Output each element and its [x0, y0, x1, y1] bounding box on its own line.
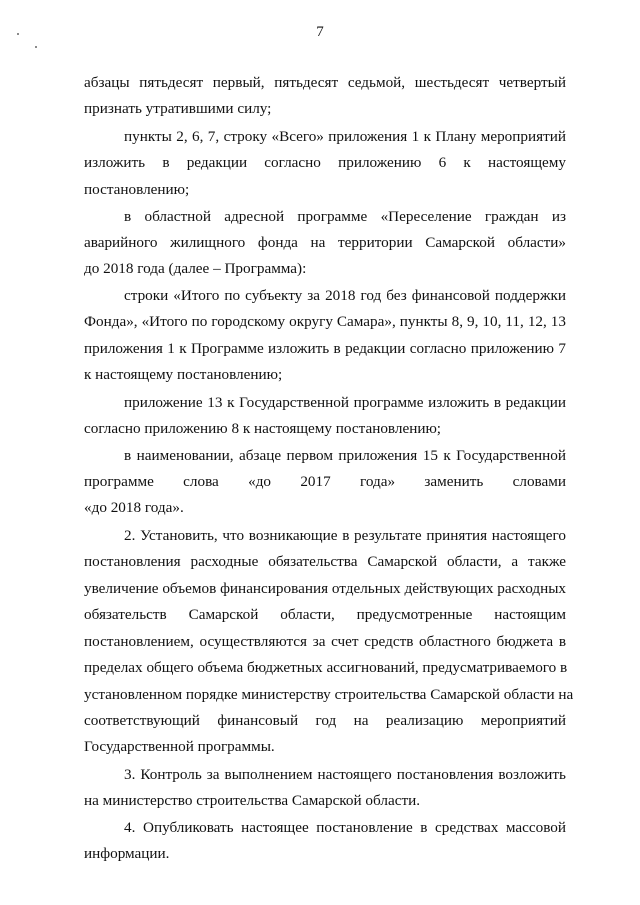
text-line: к настоящему постановлению; [84, 366, 283, 383]
text-line: Фонда», «Итого по городскому округу Самара», пункты 8, 9, 10, 11, 12, 13 [84, 313, 566, 330]
text-line: пределах общего объема бюджетных ассигнований, предусматриваемого в [84, 659, 568, 676]
text-line: строки «Итого по субъекту за 2018 год без финансовой поддержки [124, 287, 566, 304]
text-line: постановления расходные обязательства Самарской области, а также [84, 553, 566, 570]
text-line: пункты 2, 6, 7, строку «Всего» приложения 1 к Плану мероприятий [124, 128, 566, 145]
text-line: согласно приложению 8 к настоящему постановлению; [84, 420, 442, 437]
text-line: изложить в редакции согласно приложению 6 к настоящему [84, 154, 566, 171]
text-line: в наименовании, абзаце первом приложения 15 к Государственной [124, 447, 566, 464]
text-line: приложения 1 к Программе изложить в редакции согласно приложению 7 [84, 340, 566, 357]
text-line: соответствующий финансовый год на реализацию мероприятий [84, 712, 566, 729]
text-line: признать утратившими силу; [84, 100, 272, 117]
text-line: в областной адресной программе «Переселение граждан из [124, 208, 566, 225]
text-line: постановлением, осуществляются за счет средств областного бюджета в [84, 633, 566, 650]
text-line: «до 2018 года». [84, 499, 184, 516]
text-line: установленном порядке министерству строительства Самарской области на [84, 686, 574, 703]
text-line: Государственной программы. [84, 738, 275, 755]
text-line: абзацы пятьдесят первый, пятьдесят седьмой, шестьдесят четвертый [84, 74, 566, 91]
text-line: информации. [84, 845, 170, 862]
text-line: на министерство строительства Самарской области. [84, 792, 421, 809]
text-line: аварийного жилищного фонда на территории Самарской области» [84, 234, 566, 251]
scan-speck [35, 46, 37, 48]
scan-speck [17, 33, 19, 35]
text-line: увеличение объемов финансирования отдельных действующих расходных [84, 580, 566, 597]
text-line: 3. Контроль за выполнением настоящего постановления возложить [124, 766, 566, 783]
text-line: постановлению; [84, 181, 190, 198]
text-line: 2. Установить, что возникающие в результате принятия настоящего [124, 527, 566, 544]
page-number: 7 [316, 24, 324, 40]
text-line: программе слова «до 2017 года» заменить словами [84, 473, 566, 490]
text-line: до 2018 года (далее – Программа): [84, 260, 307, 277]
text-line: обязательств Самарской области, предусмотренные настоящим [84, 606, 566, 623]
text-line: приложение 13 к Государственной программе изложить в редакции [124, 394, 566, 411]
text-line: 4. Опубликовать настоящее постановление в средствах массовой [124, 819, 566, 836]
